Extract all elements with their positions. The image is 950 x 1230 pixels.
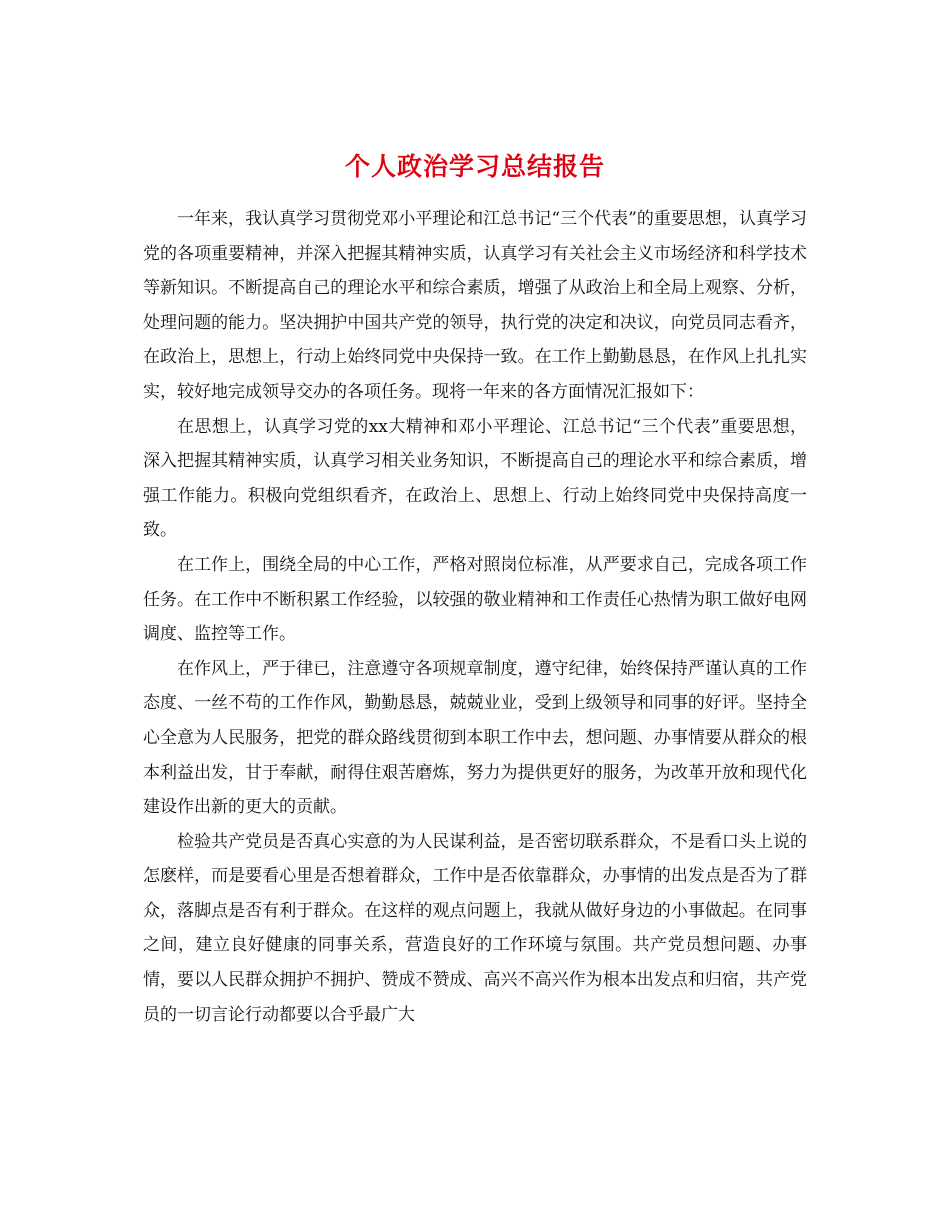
paragraph-style: 在作风上，严于律已，注意遵守各项规章制度，遵守纪律，始终保持严谨认真的工作态度、一丝不苟的工作作风，勤勤恳恳，兢兢业业，受到上级领导和同事的好评。坚持全心全意为人民服务，把党的群众路线贯彻到本职工作中去，想问题、办事情要从群众的根本利益出发，甘于奉献，耐得住艰苦磨炼，努力为提供更好的服务，为改革开放和现代化建设作出新的更大的贡献。 — [143, 658, 807, 818]
document-body — [143, 202, 807, 1032]
paragraph-thought: 在思想上，认真学习党的xx大精神和邓小平理论、江总书记“三个代表”重要思想，深入把握其精神实质，认真学习相关业务知识，不断提高自己的理论水平和综合素质，增强工作能力。积极向党组织看齐，在政治上、思想上、行动上始终同党中央保持高度一致。 — [143, 416, 807, 541]
paragraph-intro: 一年来，我认真学习贯彻党邓小平理论和江总书记“三个代表”的重要思想，认真学习党的各项重要精神，并深入把握其精神实质，认真学习有关社会主义市场经济和科学技术等新知识。不断提高自己的理论水平和综合素质，增强了从政治上和全局上观察、分析，处理问题的能力。坚决拥护中国共产党的领导，执行党的决定和决议，向党员同志看齐，在政治上，思想上，行动上始终同党中央保持一致。在工作上勤勤恳恳，在作风上扎扎实实，较好地完成领导交办的各项任务。现将一年来的各方面情况汇报如下： — [143, 209, 807, 402]
paragraph-test: 检验共产党员是否真心实意的为人民谋利益，是否密切联系群众，不是看口头上说的怎麽样，而是要看心里是否想着群众，工作中是否依靠群众，办事情的出发点是否为了群众，落脚点是否有利于群众。在这样的观点问题上，我就从做好身边的小事做起。在同事之间，建立良好健康的同事关系，营造良好的工作环境与氛围。共产党员想问题、办事情，要以人民群众拥护不拥护、赞成不赞成、高兴不高兴作为根本出发点和归宿，共产党员的一切言论行动都要以合乎最广大 — [143, 831, 807, 1025]
document-title: 个人政治学习总结报告 — [344, 151, 605, 181]
paragraph-work: 在工作上，围绕全局的中心工作，严格对照岗位标准，从严要求自己，完成各项工作任务。在工作中不断积累工作经验，以较强的敬业精神和工作责任心热情为职工做好电网调度、监控等工作。 — [143, 554, 807, 645]
